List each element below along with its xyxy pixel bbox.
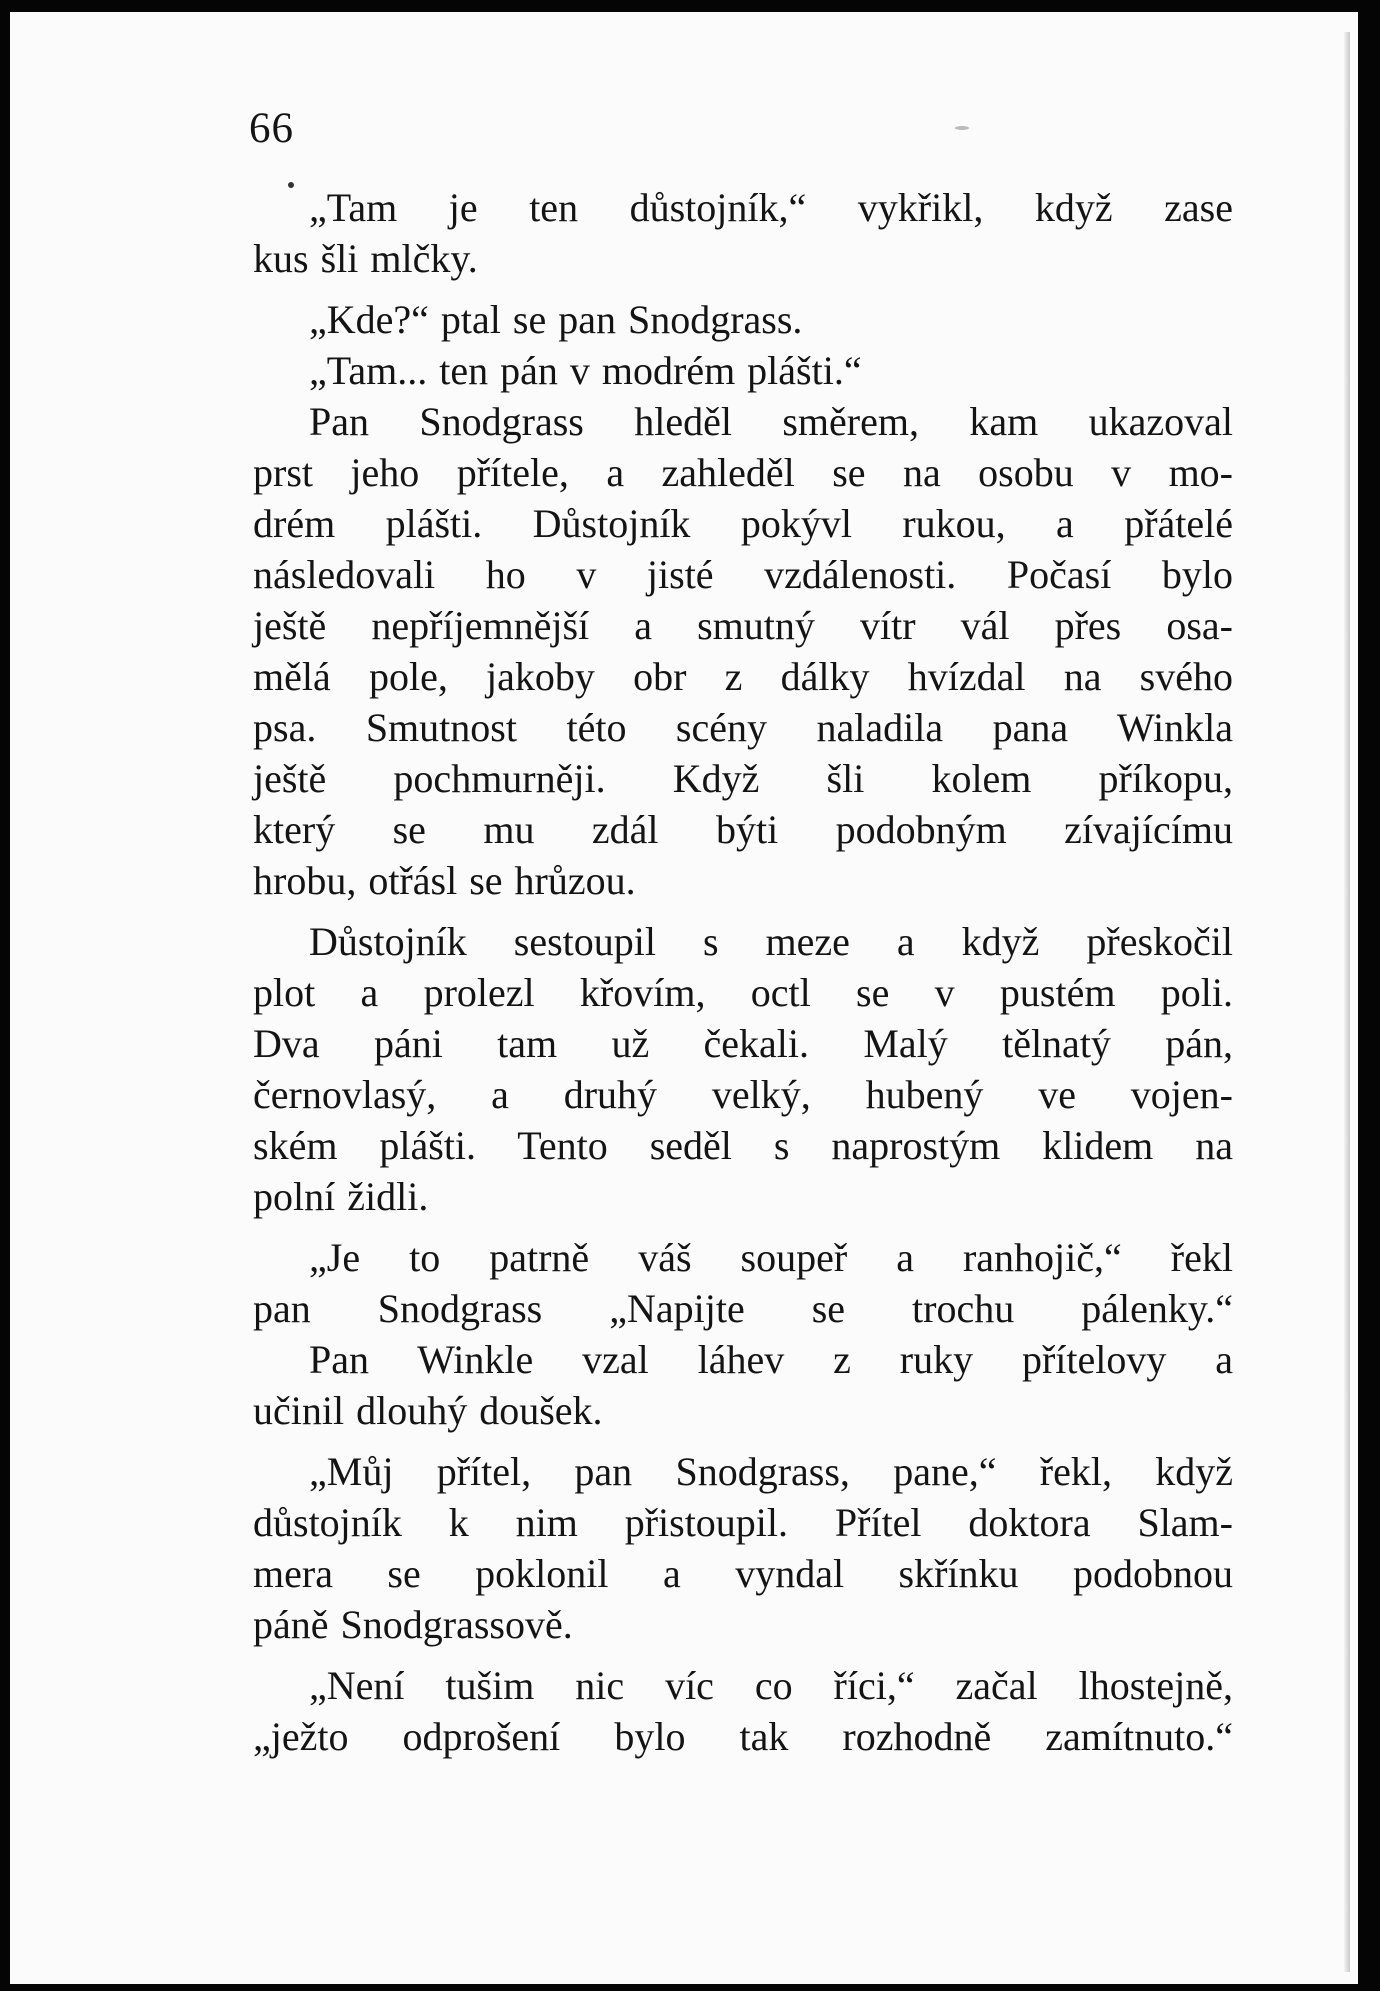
text-line: „Můj přítel, pan Snodgrass, pane,“ řekl, když — [309, 1449, 1233, 1494]
text-line: „Není tušim nic víc co říci,“ začal lhostejně, — [309, 1663, 1233, 1708]
paragraph — [253, 1334, 1233, 1436]
text-line: černovlasý, a druhý velký, hubený ve vojen- — [253, 1072, 1233, 1117]
text-line: ještě pochmurněji. Když šli kolem příkopu, — [253, 756, 1233, 801]
paragraph — [253, 1660, 1233, 1762]
text-line: ském plášti. Tento seděl s naprostým klidem na — [253, 1123, 1233, 1168]
text-line: Pan Snodgrass hleděl směrem, kam ukazoval — [309, 399, 1233, 444]
text-line: hrobu, otřásl se hrůzou. — [253, 858, 636, 903]
text-line: kus šli mlčky. — [253, 236, 478, 281]
text-line: Důstojník sestoupil s meze a když přeskočil — [309, 919, 1233, 964]
text-line: Dva páni tam už čekali. Malý tělnatý pán, — [253, 1021, 1233, 1066]
text-line: který se mu zdál býti podobným zívajícímu — [253, 807, 1233, 852]
text-line: drém plášti. Důstojník pokývl rukou, a přátelé — [253, 501, 1233, 546]
paragraph — [253, 1232, 1233, 1334]
paragraph — [253, 916, 1233, 1222]
paragraph — [253, 1446, 1233, 1650]
text-line: „ježto odprošení bylo tak rozhodně zamítnuto.“ — [253, 1714, 1233, 1759]
text-line: mera se poklonil a vyndal skřínku podobnou — [253, 1551, 1233, 1596]
page-number: 66 — [249, 105, 294, 152]
text-line: důstojník k nim přistoupil. Přítel doktora Slam- — [253, 1500, 1233, 1545]
book-page — [10, 12, 1358, 1984]
text-line: pan Snodgrass „Napijte se trochu pálenky.“ — [253, 1286, 1233, 1331]
text-line: „Tam je ten důstojník,“ vykřikl, když zase — [309, 185, 1233, 230]
page-edge-shadow — [1344, 32, 1350, 1972]
paragraph — [253, 182, 1233, 284]
text-line: ještě nepříjemnější a smutný vítr vál přes osa- — [253, 603, 1233, 648]
text-line: prst jeho přítele, a zahleděl se na osobu v mo- — [253, 450, 1233, 495]
text-line: následovali ho v jisté vzdálenosti. Počasí bylo — [253, 552, 1233, 597]
paragraph — [253, 294, 1233, 345]
ink-speck — [955, 126, 969, 130]
paragraph — [253, 396, 1233, 906]
text-line: páně Snodgrassově. — [253, 1602, 573, 1647]
text-line: „Kde?“ ptal se pan Snodgrass. — [309, 297, 803, 342]
text-line: učinil dlouhý doušek. — [253, 1388, 603, 1433]
paragraph — [253, 345, 1233, 396]
text-line: psa. Smutnost této scény naladila pana Winkla — [253, 705, 1233, 750]
text-line: polní židli. — [253, 1174, 429, 1219]
text-line: Pan Winkle vzal láhev z ruky přítelovy a — [309, 1337, 1233, 1382]
text-line: „Je to patrně váš soupeř a ranhojič,“ řekl — [309, 1235, 1233, 1280]
text-line: „Tam... ten pán v modrém plášti.“ — [309, 348, 862, 393]
text-line: mělá pole, jakoby obr z dálky hvízdal na svého — [253, 654, 1233, 699]
text-line: plot a prolezl křovím, octl se v pustém poli. — [253, 970, 1233, 1015]
body-text — [253, 182, 1233, 1772]
